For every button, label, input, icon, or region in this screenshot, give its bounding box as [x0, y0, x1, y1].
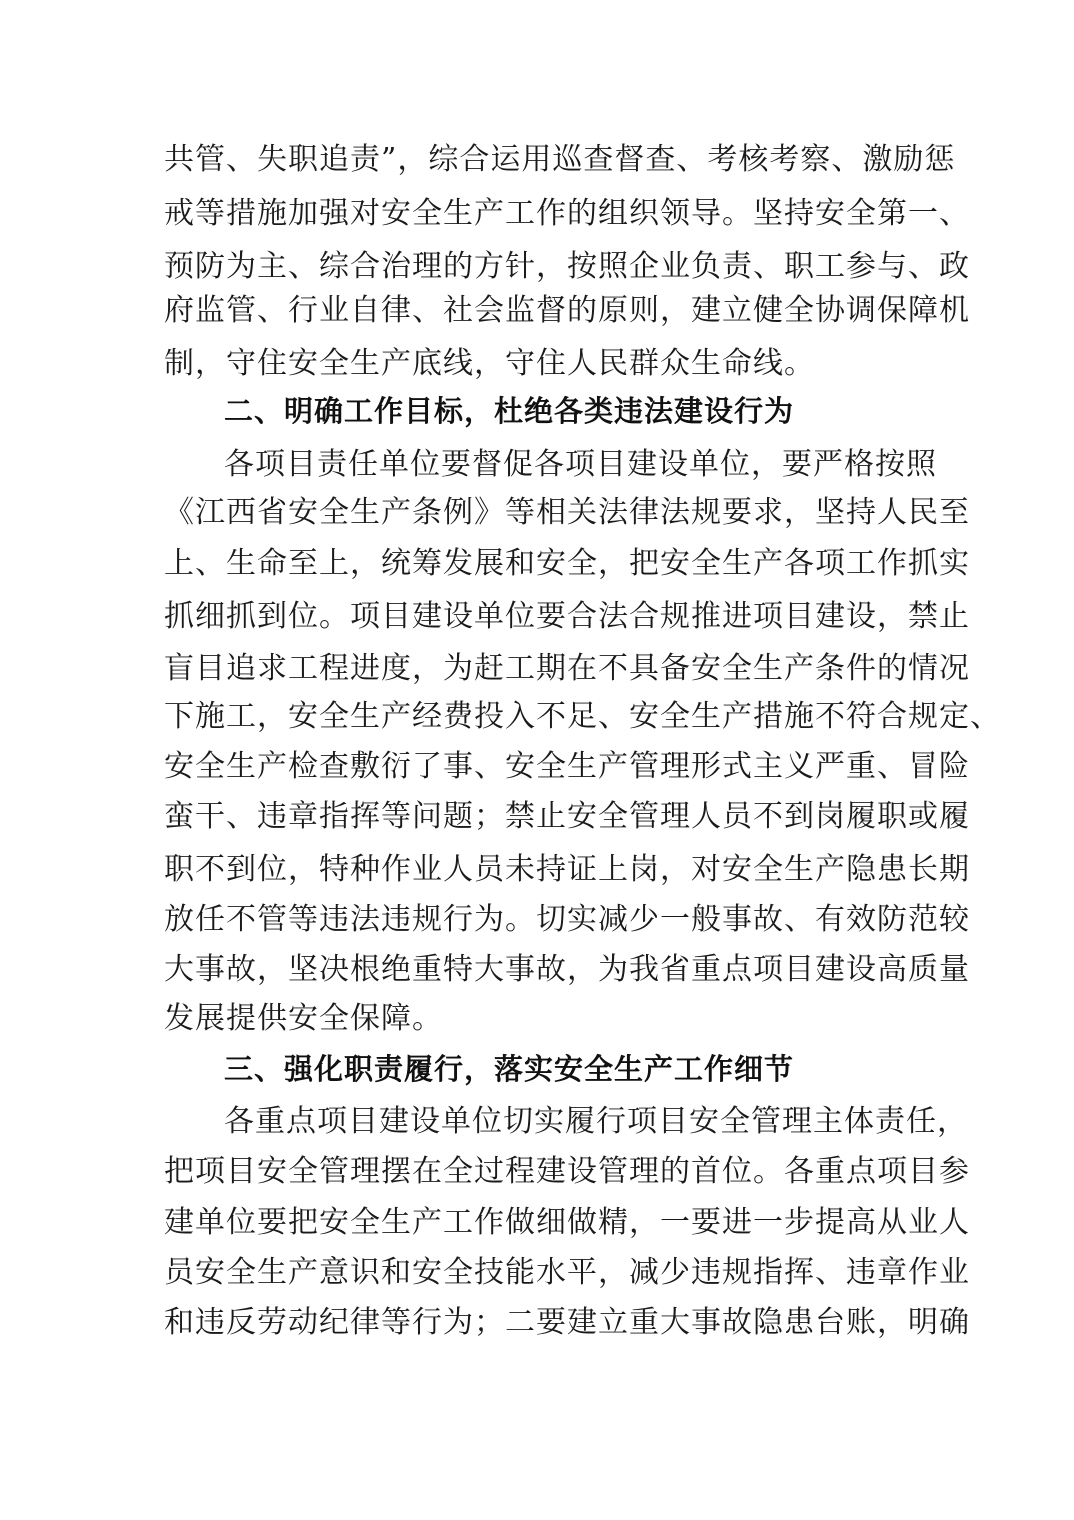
- paragraph-2-line-11: 大事故，坚决根绝重特大事故，为我省重点项目建设高质量: [164, 952, 970, 987]
- paragraph-2-line-8: 蛮干、违章指挥等问题；禁止安全管理人员不到岗履职或履: [164, 799, 970, 834]
- paragraph-2-line-3: 上、生命至上，统筹发展和安全，把安全生产各项工作抓实: [164, 546, 970, 581]
- paragraph-2-line-5: 盲目追求工程进度，为赶工期在不具备安全生产条件的情况: [164, 651, 970, 686]
- paragraph-3-line-4: 员安全生产意识和安全技能水平，减少违规指挥、违章作业: [164, 1255, 970, 1290]
- paragraph-2-line-12: 发展提供安全保障。: [164, 1001, 443, 1036]
- paragraph-3-line-2: 把项目安全管理摆在全过程建设管理的首位。各重点项目参: [164, 1154, 970, 1189]
- paragraph-3-line-1: 各重点项目建设单位切实履行项目安全管理主体责任，: [224, 1104, 968, 1139]
- paragraph-3-line-5: 和违反劳动纪律等行为；二要建立重大事故隐患台账，明确: [164, 1305, 970, 1340]
- paragraph-1-line-5: 制，守住安全生产底线，守住人民群众生命线。: [164, 346, 815, 381]
- section-heading-3: 三、强化职责履行，落实安全生产工作细节: [224, 1052, 795, 1086]
- paragraph-2-line-4: 抓细抓到位。项目建设单位要合法合规推进项目建设，禁止: [164, 599, 970, 634]
- paragraph-2-line-9: 职不到位，特种作业人员未持证上岗，对安全生产隐患长期: [164, 852, 970, 887]
- section-heading-2: 二、明确工作目标，杜绝各类违法建设行为: [224, 394, 795, 428]
- paragraph-2-line-2: 《江西省安全生产条例》等相关法律法规要求，坚持人民至: [164, 495, 970, 530]
- paragraph-2-line-10: 放任不管等违法违规行为。切实减少一般事故、有效防范较: [164, 902, 970, 937]
- paragraph-1-line-1: 共管、失职追责”，综合运用巡查督查、考核考察、激励惩: [164, 142, 956, 177]
- paragraph-1-line-3: 预防为主、综合治理的方针，按照企业负责、职工参与、政: [164, 249, 970, 284]
- paragraph-2-line-1: 各项目责任单位要督促各项目建设单位，要严格按照: [224, 447, 937, 482]
- paragraph-1-line-2: 戒等措施加强对安全生产工作的组织领导。坚持安全第一、: [164, 196, 970, 231]
- paragraph-1-line-4: 府监管、行业自律、社会监督的原则，建立健全协调保障机: [164, 293, 970, 328]
- paragraph-2-line-6: 下施工，安全生产经费投入不足、安全生产措施不符合规定、: [164, 699, 1001, 734]
- paragraph-2-line-7: 安全生产检查敷衍了事、安全生产管理形式主义严重、冒险: [164, 749, 970, 784]
- paragraph-3-line-3: 建单位要把安全生产工作做细做精，一要进一步提高从业人: [164, 1205, 970, 1240]
